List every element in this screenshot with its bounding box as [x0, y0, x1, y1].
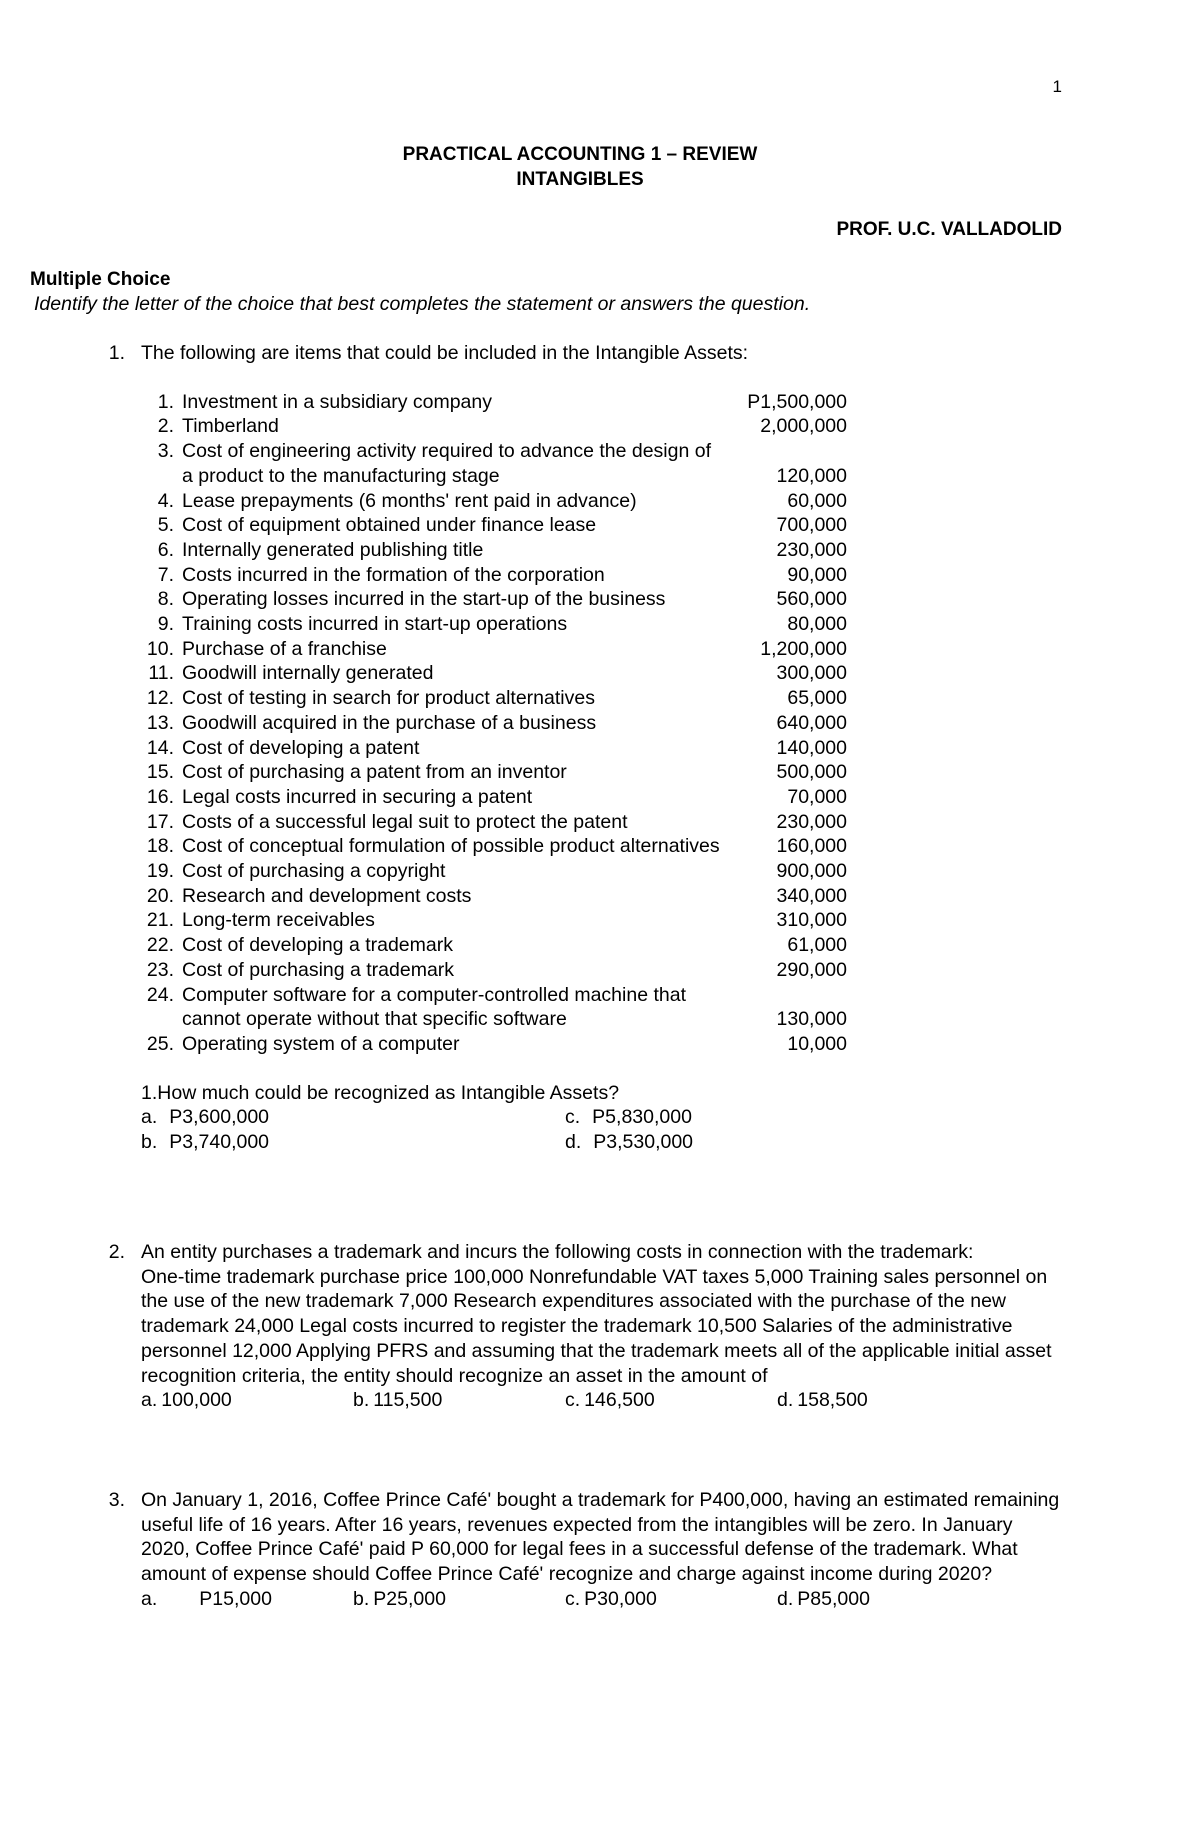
question-3: [105, 1488, 1063, 1612]
choice-text: P3,600,000: [169, 1106, 270, 1129]
item-label: Internally generated publishing title: [182, 538, 484, 561]
list-item: [141, 958, 847, 983]
choice-letter: b.: [353, 1389, 370, 1412]
choice-letter: a.: [141, 1389, 158, 1412]
title-line-2: INTANGIBLES: [516, 168, 644, 190]
question-number: 2.: [108, 1241, 125, 1263]
item-label: Cost of engineering activity required to advance the design of a product to the manufacturing stage: [182, 440, 711, 487]
list-item: [141, 587, 847, 612]
item-label: Cost of purchasing a trademark: [182, 958, 455, 981]
question-body: [141, 1488, 1063, 1612]
item-label: Cost of equipment obtained under finance lease: [182, 514, 597, 537]
item-number: 21.: [146, 909, 174, 932]
list-item: [141, 1032, 847, 1057]
item-number: 6.: [157, 538, 174, 561]
item-label: Operating losses incurred in the start-up of the business: [182, 588, 666, 611]
item-label: Cost of purchasing a copyright: [182, 860, 446, 883]
answer-choice: [353, 1388, 565, 1413]
item-number: 9.: [157, 613, 174, 636]
item-amount: 700,000: [776, 514, 847, 537]
item-number: 12.: [146, 687, 174, 710]
item-label: Training costs incurred in start-up operations: [182, 613, 568, 636]
list-item: [141, 439, 847, 488]
question-number: 3.: [108, 1489, 125, 1511]
item-number: 10.: [146, 637, 174, 660]
item-amount: 120,000: [776, 464, 847, 487]
list-item: [141, 414, 847, 439]
question-body: [141, 341, 1063, 1155]
item-number: 7.: [157, 563, 174, 586]
item-label: Goodwill internally generated: [182, 662, 434, 685]
item-amount: 340,000: [776, 884, 847, 907]
item-number: 8.: [157, 588, 174, 611]
item-amount: 640,000: [776, 711, 847, 734]
answer-choice: [565, 1105, 765, 1130]
item-amount: 230,000: [776, 810, 847, 833]
answer-choice: [141, 1130, 565, 1155]
answer-choice: [565, 1130, 765, 1155]
question-1: [105, 341, 1063, 1155]
list-item: [141, 612, 847, 637]
item-amount: 290,000: [776, 958, 847, 981]
question-2: [105, 1240, 1063, 1413]
item-amount: 310,000: [776, 909, 847, 932]
list-item: [141, 538, 847, 563]
item-label: Legal costs incurred in securing a patent: [182, 785, 533, 808]
choice-text: P5,830,000: [592, 1106, 692, 1129]
item-label: Lease prepayments (6 months' rent paid in advance): [182, 489, 637, 512]
item-label: Goodwill acquired in the purchase of a business: [182, 711, 597, 734]
list-item: [141, 785, 847, 810]
item-label: Cost of developing a trademark: [182, 934, 453, 957]
list-item: [141, 563, 847, 588]
item-number: 15.: [146, 761, 174, 784]
list-item: [141, 983, 847, 1032]
answer-choice: [777, 1388, 989, 1413]
item-number: 1.: [157, 390, 174, 413]
answer-choices: [141, 1105, 1063, 1154]
question-body: [141, 1240, 1063, 1413]
list-item: [141, 513, 847, 538]
item-label: Investment in a subsidiary company: [182, 390, 492, 413]
list-item: [141, 908, 847, 933]
item-amount: 160,000: [776, 835, 847, 858]
question-text: On January 1, 2016, Coffee Prince Café' bought a trademark for P400,000, having an estimated remaining useful life of 16 years. After 16 years, revenues expected from the intangibles will be zero. In January 2020, Coffee Prince Café' paid P 60,000 for legal fees in a successful defense of the trademark. What amount of expense should Coffee Prince Café' recognize and charge against income during 2020?: [141, 1489, 1060, 1586]
answer-choice: [141, 1105, 565, 1130]
choice-text: P85,000: [797, 1587, 870, 1610]
list-item: [141, 637, 847, 662]
answer-choice: [141, 1388, 353, 1413]
list-item: [141, 760, 847, 785]
choice-letter: d.: [777, 1389, 794, 1412]
item-label: Cost of purchasing a patent from an inventor: [182, 761, 567, 784]
item-number: 14.: [146, 736, 174, 759]
item-label: Costs incurred in the formation of the corporation: [182, 563, 605, 586]
item-amount: 500,000: [776, 761, 847, 784]
title-line-1: PRACTICAL ACCOUNTING 1 – REVIEW: [402, 144, 758, 165]
choice-text: P3,740,000: [169, 1131, 270, 1154]
item-number: 13.: [146, 711, 174, 734]
item-number: 4.: [157, 489, 174, 512]
instructions: Identify the letter of the choice that best completes the statement or answers the question.: [34, 293, 811, 315]
choice-letter: d.: [777, 1587, 794, 1610]
choice-letter: c.: [565, 1106, 581, 1129]
choice-text: P15,000: [199, 1587, 272, 1610]
item-amount: 90,000: [787, 563, 847, 586]
list-item: [141, 933, 847, 958]
item-number: 2.: [157, 415, 174, 438]
question-text: An entity purchases a trademark and incurs the following costs in connection with the trademark:: [141, 1241, 974, 1263]
list-item: [141, 390, 847, 415]
item-label: Costs of a successful legal suit to protect the patent: [182, 810, 628, 833]
item-number: 17.: [146, 810, 174, 833]
list-item: [141, 810, 847, 835]
choice-text: P25,000: [373, 1587, 446, 1610]
answer-choices: [141, 1587, 1063, 1612]
choice-letter: d.: [565, 1131, 582, 1154]
answer-choices: [141, 1388, 1063, 1413]
item-label: Cost of conceptual formulation of possible product alternatives: [182, 835, 720, 858]
item-number: 20.: [146, 884, 174, 907]
item-amount: 140,000: [776, 736, 847, 759]
list-item: [141, 711, 847, 736]
list-item: [141, 736, 847, 761]
choice-letter: a.: [141, 1587, 158, 1610]
item-label: Research and development costs: [182, 884, 472, 907]
item-amount: 60,000: [787, 489, 847, 512]
item-label: Long-term receivables: [182, 909, 375, 932]
answer-choice: [565, 1388, 777, 1413]
answer-choice: [141, 1587, 353, 1612]
item-amount: 61,000: [787, 934, 847, 957]
item-number: 3.: [157, 440, 174, 463]
item-label: Computer software for a computer-controlled machine that cannot operate without that specific software: [182, 983, 686, 1031]
choice-text: 158,500: [797, 1389, 868, 1412]
choice-text: 100,000: [161, 1389, 232, 1412]
list-item: [141, 834, 847, 859]
item-label: Cost of developing a patent: [182, 736, 420, 759]
item-amount: 300,000: [776, 662, 847, 685]
item-number: 25.: [146, 1032, 174, 1055]
answer-choice: [777, 1587, 989, 1612]
choice-text: P3,530,000: [593, 1131, 694, 1154]
item-label: Cost of testing in search for product alternatives: [182, 687, 595, 710]
item-amount: 80,000: [787, 613, 847, 636]
choice-text: 146,500: [584, 1389, 655, 1412]
choice-letter: c.: [565, 1389, 581, 1412]
intangible-items-list: [141, 390, 847, 1057]
list-item: [141, 859, 847, 884]
item-amount: 560,000: [776, 588, 847, 611]
choice-letter: b.: [353, 1587, 370, 1610]
list-item: [141, 686, 847, 711]
item-label: Timberland: [182, 415, 279, 438]
item-number: 11.: [148, 662, 174, 685]
sub-question: 1.How much could be recognized as Intangible Assets?: [141, 1081, 620, 1104]
choice-text: 115,500: [373, 1389, 443, 1412]
answer-choice: [353, 1587, 565, 1612]
choice-letter: b.: [141, 1131, 158, 1154]
item-amount: 1,200,000: [760, 637, 847, 660]
item-amount: 900,000: [776, 860, 847, 883]
item-number: 24.: [146, 983, 174, 1006]
item-number: 18.: [146, 835, 174, 858]
choice-text: P30,000: [584, 1587, 657, 1610]
page-number: 1: [1052, 77, 1062, 96]
item-number: 23.: [146, 958, 174, 981]
answer-choice: [565, 1587, 777, 1612]
item-label: Purchase of a franchise: [182, 637, 387, 660]
choice-letter: c.: [565, 1587, 581, 1610]
list-item: [141, 489, 847, 514]
question-detail: One-time trademark purchase price 100,000 Nonrefundable VAT taxes 5,000 Training sales personnel on the use of the new trademark 7,000 Research expenditures associated with the purchase of the new trademark 24,000 Legal costs incurred to register the trademark 10,500 Salaries of the administrative personnel 12,000 Applying PFRS and assuming that the trademark meets all of the applicable initial asset recognition criteria, the entity should recognize an asset in the amount of: [141, 1265, 1052, 1387]
item-label: Operating system of a computer: [182, 1032, 460, 1055]
list-item: [141, 661, 847, 686]
choice-letter: a.: [141, 1106, 158, 1129]
item-amount: 65,000: [787, 687, 847, 710]
item-number: 16.: [146, 785, 174, 808]
item-amount: 10,000: [787, 1032, 847, 1055]
item-amount: 2,000,000: [760, 415, 847, 438]
section-heading: Multiple Choice: [30, 269, 171, 290]
item-number: 5.: [157, 514, 174, 537]
item-amount: 70,000: [787, 785, 847, 808]
item-amount: P1,500,000: [747, 390, 847, 413]
item-amount: 230,000: [776, 538, 847, 561]
list-item: [141, 884, 847, 909]
item-number: 19.: [146, 860, 174, 883]
item-amount: 130,000: [776, 1008, 847, 1031]
page-title: [300, 143, 860, 192]
question-text: The following are items that could be included in the Intangible Assets:: [141, 342, 749, 364]
item-number: 22.: [146, 934, 174, 957]
professor-name: PROF. U.C. VALLADOLID: [836, 219, 1062, 240]
question-number: 1.: [108, 342, 125, 364]
